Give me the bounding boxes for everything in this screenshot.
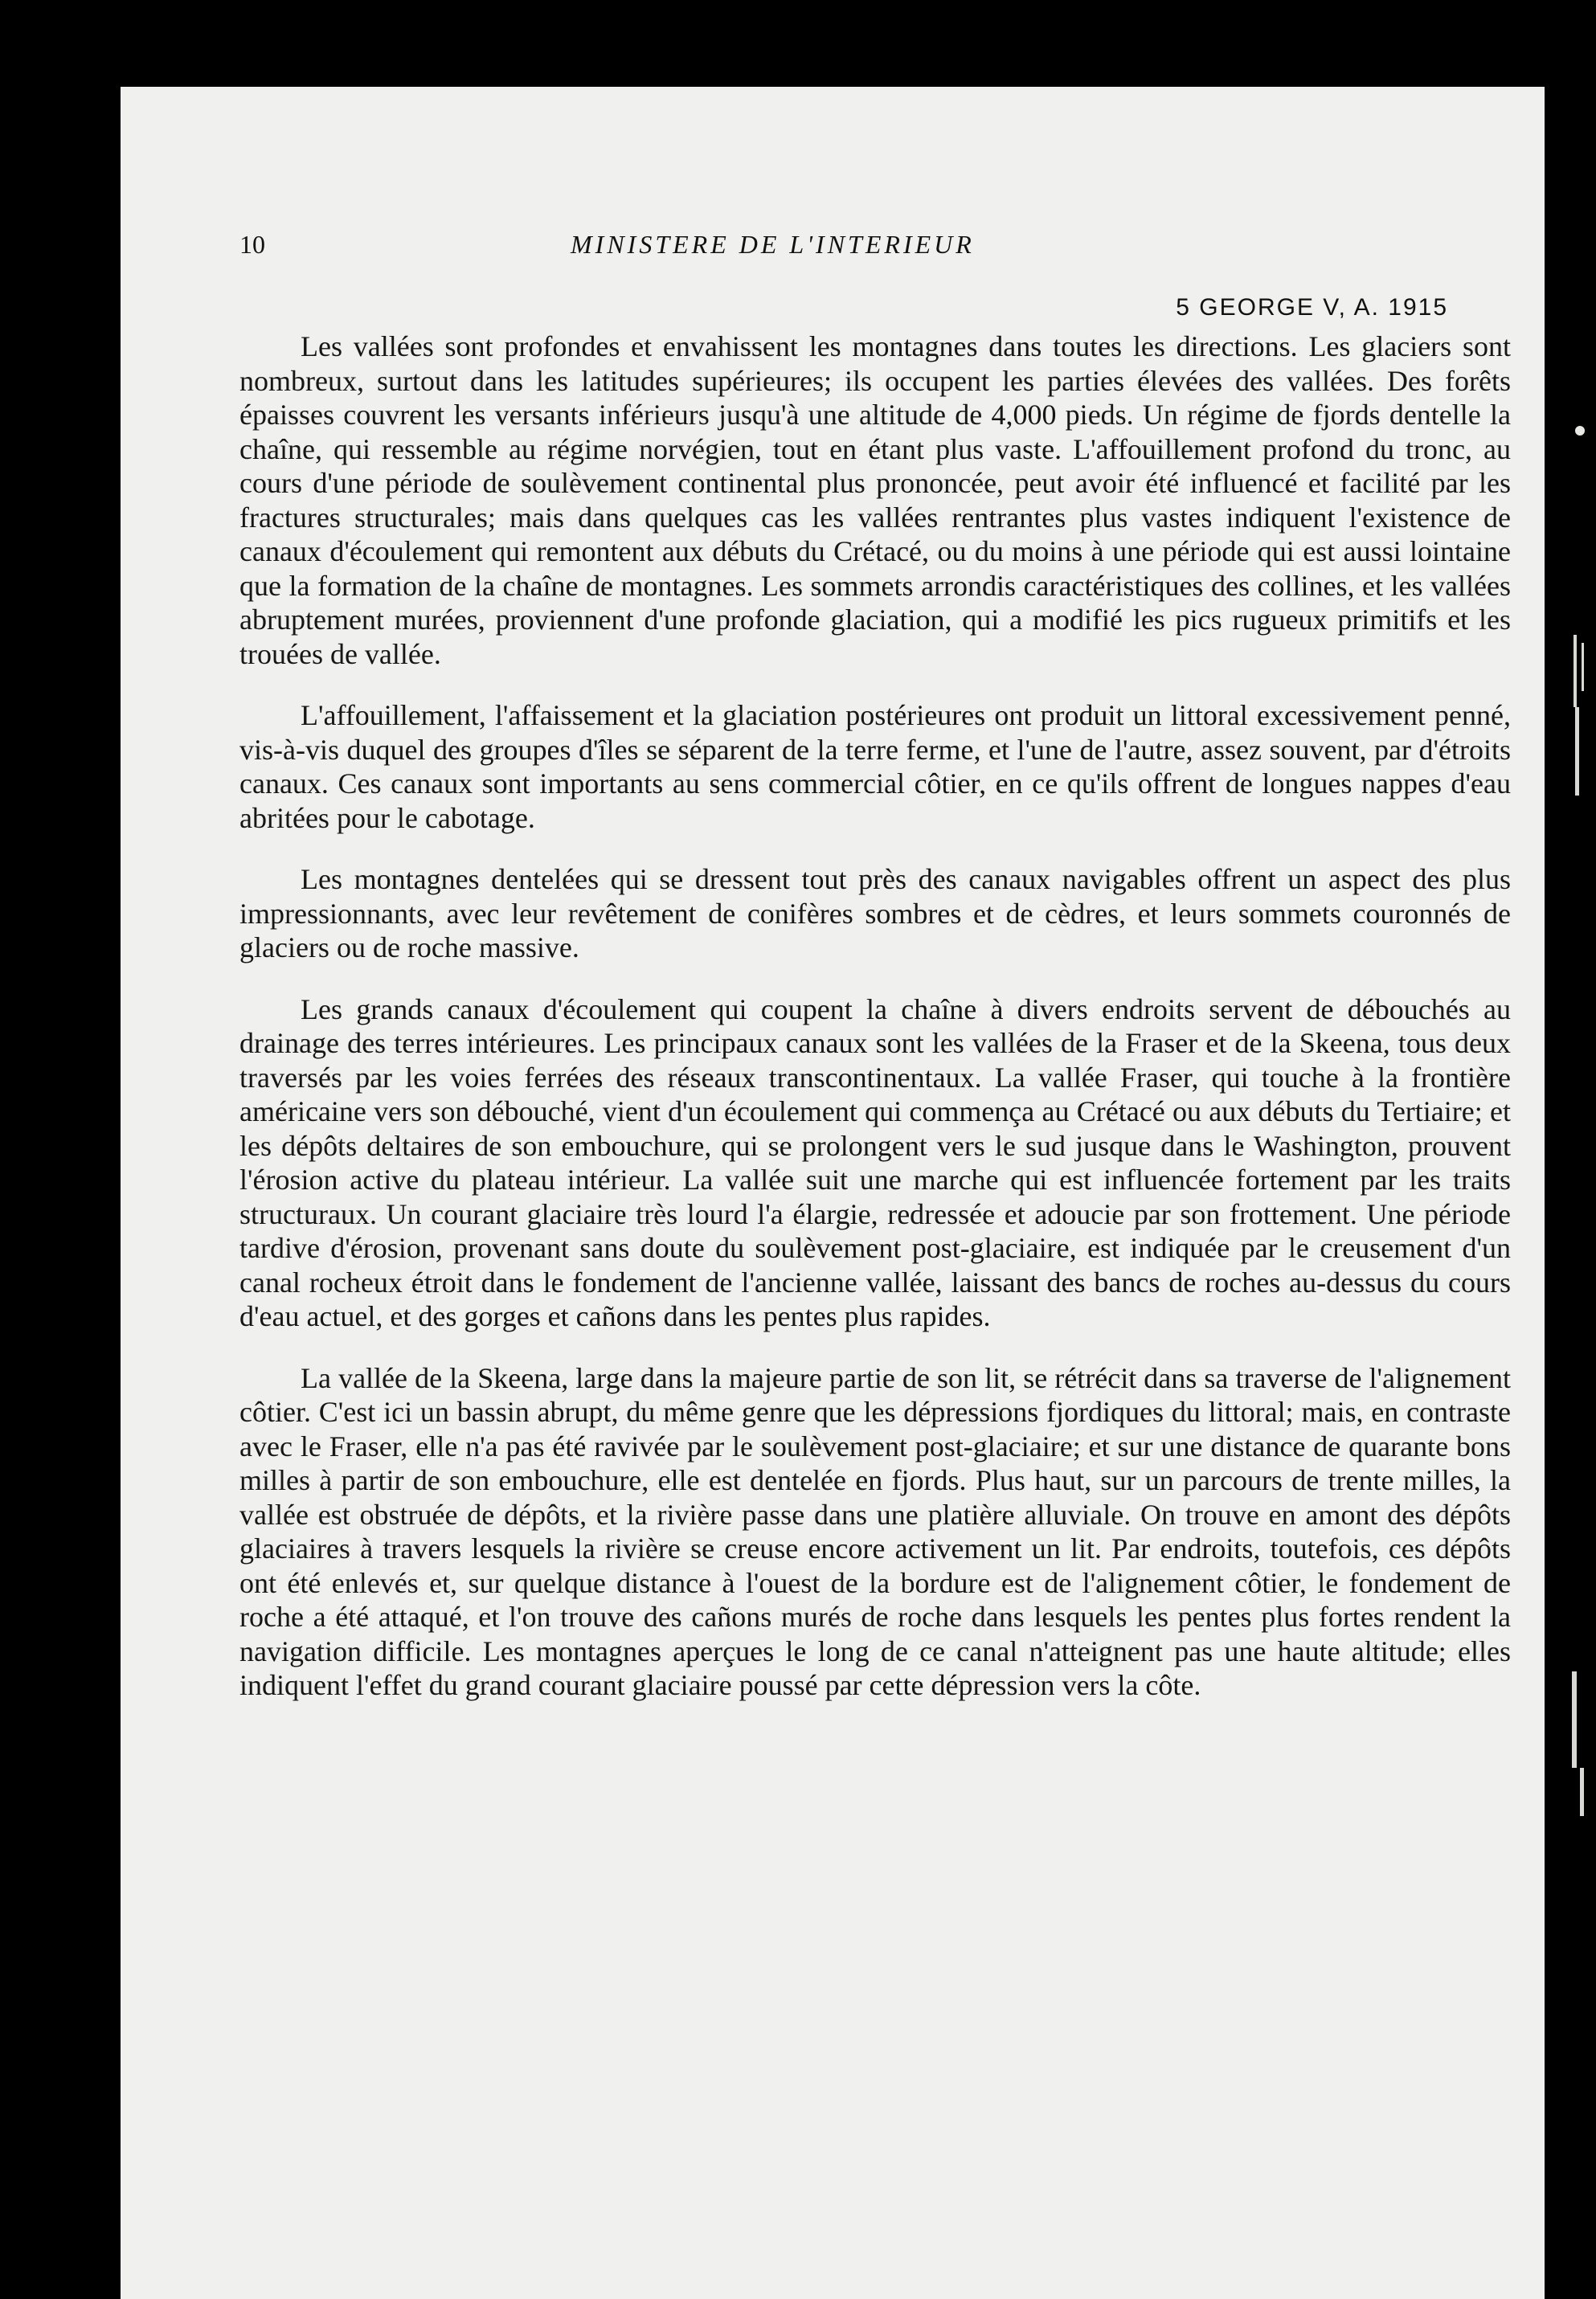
body-text	[239, 329, 1511, 1730]
scan-mark	[1575, 707, 1579, 796]
page-number: 10	[239, 230, 265, 259]
scan-mark	[1573, 635, 1577, 707]
scan-mark	[1580, 1768, 1584, 1816]
paragraph-3: Les montagnes dentelées qui se dressent tout près des canaux navigables offrent un aspect des plus impressionnants, avec leur revêtement de conifères sombres et de cèdres, et leurs sommets couronnés de glaciers ou de roche massive.	[239, 863, 1511, 963]
paragraph-4: Les grands canaux d'écoulement qui coupent la chaîne à divers endroits servent de débouchés au drainage des terres intérieures. Les principaux canaux sont les vallées de la Fraser et de la Skeena, tous deux traversés par les voies ferrées des réseaux transcontinentaux. La vallée Fraser, qui touche à la frontière américaine vers son débouché, vient d'un écoulement qui commença au Crétacé ou aux débuts du Tertiaire; et les dépôts deltaires de son embouchure, qui se prolongent vers le sud jusque dans le Washington, prouvent l'érosion active du plateau intérieur. La vallée suit une marche qui est influencée fortement par les traits structuraux. Un courant glaciaire très lourd l'a élargie, redressée et adoucie par son frottement. Une période tardive d'érosion, provenant sans doute du soulèvement post-glaciaire, est indiquée par le creusement d'un canal rocheux étroit dans le fondement de l'ancienne vallée, laissant des bancs de roches au-dessus du cours d'eau actuel, et des gorges et cañons dans les pentes plus rapides.	[239, 992, 1511, 1332]
scan-mark	[1572, 1671, 1577, 1768]
document-page	[121, 87, 1545, 2299]
scan-mark	[1582, 643, 1584, 691]
running-title: MINISTERE DE L'INTERIEUR	[571, 230, 975, 259]
session-line: 5 GEORGE V, A. 1915	[1176, 294, 1448, 321]
paragraph-5: La vallée de la Skeena, large dans la majeure partie de son lit, se rétrécit dans sa traverse de l'alignement côtier. C'est ici un bassin abrupt, du même genre que les dépressions fjordiques du littoral; mais, en contraste avec le Fraser, elle n'a pas été ravivée par le soulèvement post-glaciaire; et sur une distance de quarante bons milles à partir de son embouchure, elle est dentelée en fjords. Plus haut, sur un parcours de trente milles, la vallée est obstruée de dépôts, et la rivière passe dans une platière alluviale. On trouve en amont des dépôts glaciaires à travers lesquels la rivière se creuse encore activement un lit. Par endroits, toutefois, ces dépôts ont été enlevés et, sur quelque distance à l'ouest de la bordure est de l'alignement côtier, le fondement de roche a été attaqué, et l'on trouve des cañons murés de roche dans lesquels les pentes plus fortes rendent la navigation difficile. Les montagnes aperçues le long de ce canal n'atteignent pas une haute altitude; elles indiquent l'effet du grand courant glaciaire poussé par cette dépression vers la côte.	[239, 1361, 1511, 1701]
scan-mark	[1575, 426, 1585, 436]
paragraph-1: Les vallées sont profondes et envahissent les montagnes dans toutes les directions. Les glaciers sont nombreux, surtout dans les latitudes supérieures; ils occupent les parties élevées des vallées. Des forêts épaisses couvrent les versants inférieurs jusqu'à une altitude de 4,000 pieds. Un régime de fjords dentelle la chaîne, qui ressemble au régime norvégien, tout en étant plus vaste. L'affouillement profond du tronc, au cours d'une période de soulèvement continental plus prononcée, peut avoir été influencé et facilité par les fractures structurales; mais dans quelques cas les vallées rentrantes plus vastes indiquent l'existence de canaux d'écoulement qui remontent aux débuts du Crétacé, ou du moins à une période qui est aussi lointaine que la formation de la chaîne de montagnes. Les sommets arrondis caractéristiques des collines, et les vallées abruptement murées, proviennent d'une profonde glaciation, qui a modifié les pics rugueux primitifs et les trouées de vallée.	[239, 330, 1511, 670]
paragraph-2: L'affouillement, l'affaissement et la glaciation postérieures ont produit un littoral excessivement penné, vis-à-vis duquel des groupes d'îles se séparent de la terre ferme, et l'une de l'autre, assez souvent, par d'étroits canaux. Ces canaux sont importants au sens commercial côtier, en ce qu'ils offrent de longues nappes d'eau abritées pour le cabotage.	[239, 699, 1511, 834]
